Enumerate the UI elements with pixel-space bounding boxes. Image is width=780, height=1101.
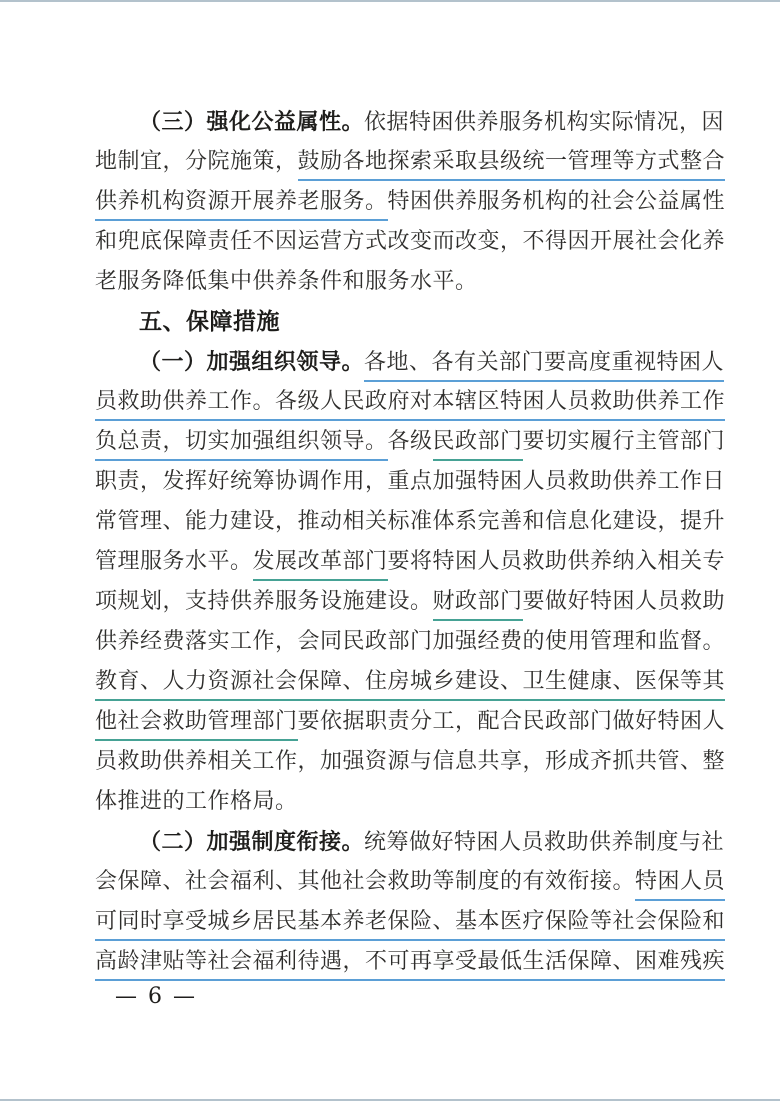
body-text: 老服务降低集中供养条件和服务水平。 [95, 269, 478, 294]
underlined-text: 发展改革部门 [253, 549, 388, 581]
text-line [95, 502, 726, 542]
text-line [95, 662, 726, 702]
document-body [95, 102, 726, 982]
underlined-text: 负总责，切实加强组织领导。 [95, 429, 388, 461]
body-text: 要切实履行主管部门 [522, 429, 726, 454]
body-text: 员救助供养相关工作，加强资源与信息共享，形成齐抓共管、整 [95, 749, 726, 774]
text-line [95, 822, 725, 862]
paragraph-label: （三）强化公益属性。 [139, 109, 365, 135]
underlined-text: 员救助供养工作。 [95, 389, 275, 421]
text-line [95, 942, 726, 982]
text-line [95, 622, 726, 662]
body-text: 会保障、社会福利、其他社会救助等制度的有效衔接。 [95, 869, 636, 894]
text-line [95, 542, 726, 582]
body-text: 依据特困供养服务机构实际情况，因 [364, 110, 725, 135]
body-text: 要将特困人员救助供养纳入相关专 [387, 549, 726, 574]
page-number: — 6 — [115, 984, 197, 1009]
text-line [95, 582, 726, 622]
underlined-text: 教育、人力资源社会保障、住房城乡建设、卫生健康、医保等其 [95, 669, 725, 701]
paragraph-label: （二）加强制度衔接。 [139, 829, 365, 855]
text-line [95, 142, 726, 182]
underlined-text: 各级人民政府对本辖区特困人员救助供养工作 [275, 389, 725, 421]
text-line [95, 902, 726, 942]
body-text: 管理服务水平。 [95, 549, 253, 574]
underlined-text: 财政部门 [433, 589, 523, 621]
text-line [95, 102, 725, 142]
underlined-text: 民政部门 [433, 429, 523, 461]
underlined-text: 供养机构资源开展养老服务。 [95, 189, 388, 221]
underlined-text: 可同时享受城乡居民基本养老保险、基本医疗保险等社会保险和 [95, 909, 725, 941]
underlined-text: 特困人员 [635, 869, 725, 901]
section-heading-text: 五、保障措施 [139, 309, 280, 335]
body-text: 各级 [387, 429, 433, 454]
underlined-text: 鼓励各地探索采取县级统一管理等方式整合 [298, 149, 726, 181]
text-line [95, 862, 726, 902]
text-line [95, 382, 726, 422]
body-text: 特困供养服务机构的社会公益属性 [387, 189, 726, 214]
text-line [95, 262, 705, 302]
body-text: 供养经费落实工作，会同民政部门加强经费的使用管理和监督。 [95, 629, 726, 654]
underlined-text: 他社会救助管理部门 [95, 709, 298, 741]
text-line [95, 782, 705, 822]
body-text: 统筹做好特困人员救助供养制度与社 [364, 830, 725, 855]
body-text: 职责，发挥好统筹协调作用，重点加强特困人员救助供养工作日 [95, 469, 726, 494]
underlined-text: 高龄津贴等社会福利待遇，不可再享受最低生活保障、困难残疾 [95, 949, 725, 981]
text-line [95, 462, 726, 502]
body-text: 常管理、能力建设，推动相关标准体系完善和信息化建设，提升 [95, 509, 726, 534]
section-heading [95, 302, 705, 342]
underlined-text: 各地、各有关部门要高度重视特困人 [364, 350, 724, 382]
text-line [95, 742, 726, 782]
body-text: 项规划，支持供养服务设施建设。 [95, 589, 433, 614]
text-line [95, 702, 726, 742]
scan-edge-line-top [0, 0, 780, 2]
body-text: 要做好特困人员救助 [522, 589, 726, 614]
paragraph-label: （一）加强组织领导。 [139, 349, 365, 375]
text-line [95, 422, 726, 462]
body-text: 要依据职责分工，配合民政部门做好特困人 [297, 709, 726, 734]
body-text: 和兜底保障责任不因运营方式改变而改变，不得因开展社会化养 [95, 229, 726, 254]
body-text: 体推进的工作格局。 [95, 789, 298, 814]
text-line [95, 222, 726, 262]
text-line [95, 182, 726, 222]
body-text: 地制宜，分院施策， [95, 149, 298, 174]
text-line [95, 342, 725, 382]
